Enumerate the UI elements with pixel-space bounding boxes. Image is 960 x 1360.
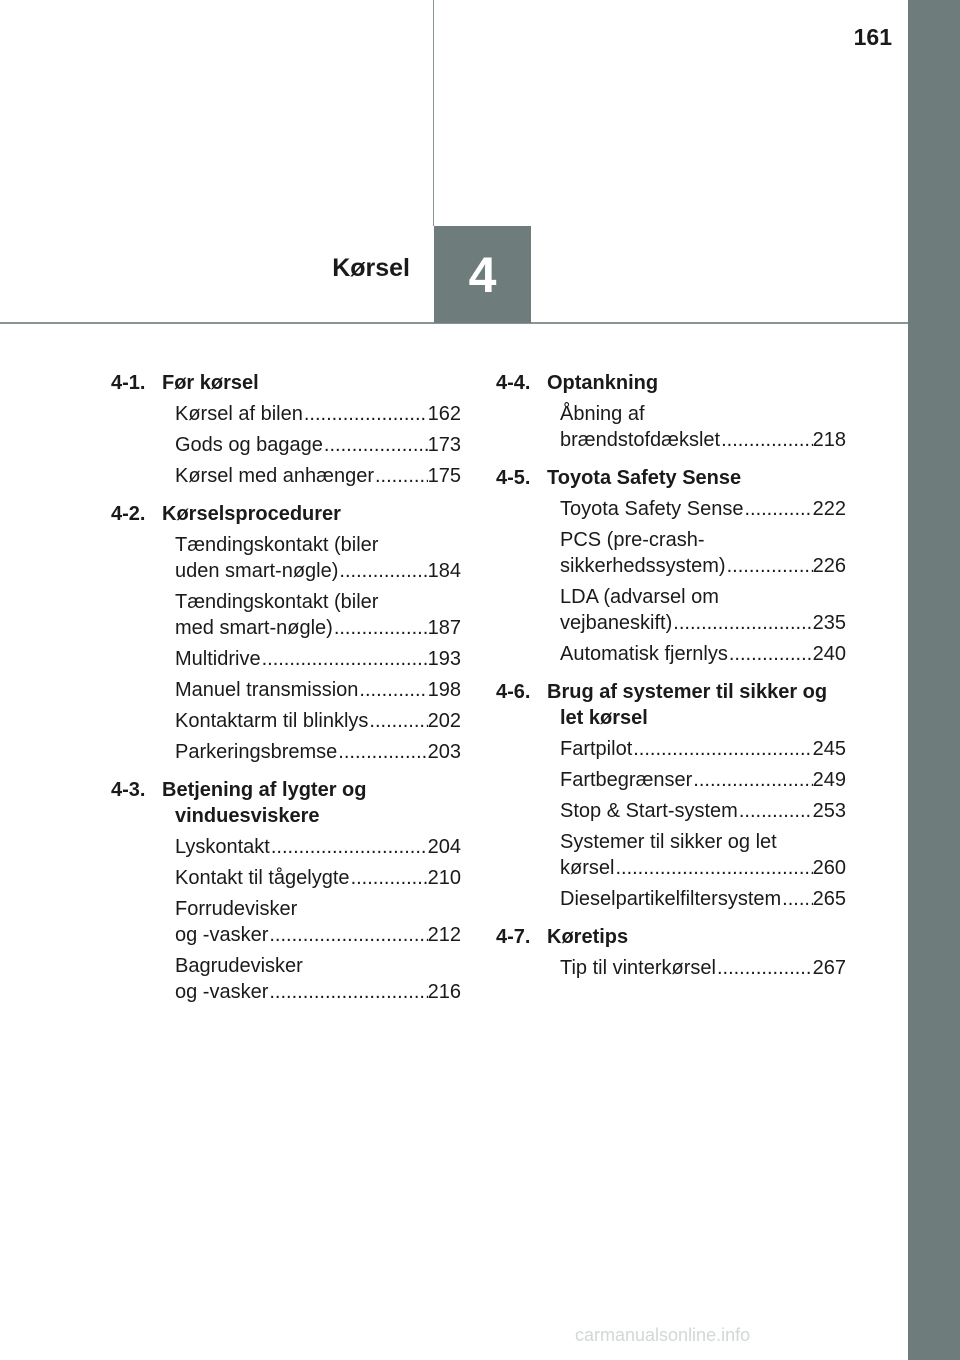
toc-entry-page: 187 [427,617,461,639]
dot-leader [672,610,812,636]
toc-section [496,924,846,981]
toc-entry-page: 210 [427,867,461,889]
toc-entry[interactable] [547,767,846,793]
toc-entry-line [560,610,846,636]
dot-leader [350,865,428,891]
toc-entry-page: 226 [812,555,846,577]
toc-entry[interactable] [547,496,846,522]
toc-entry-label: Dieselpartikelfiltersystem [560,888,782,910]
toc-entry-line [560,798,846,824]
section-heading [111,370,461,396]
dot-leader [692,767,812,793]
toc-entry-page: 235 [812,612,846,634]
toc-entry[interactable] [547,886,846,912]
toc-entry-first-line: Tændingskontakt (biler [175,591,379,613]
toc-entry[interactable] [162,646,461,672]
toc-entry-label: og -vasker [175,924,269,946]
section-number: 4-6. [496,681,531,703]
toc-entry-label: kørsel [560,857,615,879]
toc-entry-first-line: LDA (advarsel om [560,586,719,608]
dot-leader [743,496,812,522]
toc-entry-label: Gods og bagage [175,434,323,456]
toc-section [496,465,846,667]
section-heading [111,777,461,829]
toc-entry-page: 203 [427,741,461,763]
toc-entry-label: Kørsel med anhænger [175,465,374,487]
toc-entry-label: Fartpilot [560,738,633,760]
toc-entry-label: sikkerhedssystem) [560,555,726,577]
toc-entry[interactable] [162,834,461,860]
toc-entry[interactable] [162,865,461,891]
section-items [496,736,846,912]
dot-leader [268,922,427,948]
dot-leader [726,553,813,579]
toc-section [111,777,461,1005]
toc-entry-label: med smart-nøgle) [175,617,333,639]
toc-entry-label: Fartbegrænser [560,769,693,791]
toc-entry-line [175,979,461,1005]
toc-section [496,370,846,453]
watermark: carmanualsonline.info [575,1325,751,1345]
dot-leader [333,615,428,641]
toc-entry-line [560,767,846,793]
toc-entry[interactable] [162,739,461,765]
dot-leader [374,463,428,489]
toc-entry[interactable] [547,829,846,881]
section-number: 4-7. [496,926,531,948]
toc-entry[interactable] [162,589,461,641]
toc-entry[interactable] [547,641,846,667]
section-title: Optankning [547,372,659,394]
dot-leader [323,432,428,458]
toc-entry-line [175,432,461,458]
toc-entry-line [175,558,461,584]
section-title: Køretips [547,926,629,948]
toc-entry[interactable] [547,798,846,824]
section-items [496,955,846,981]
toc-entry-line [175,646,461,672]
dot-leader [728,641,813,667]
toc-entry[interactable] [162,677,461,703]
toc-entry-line [175,708,461,734]
dot-leader [614,855,812,881]
toc-entry-page: 253 [812,800,846,822]
toc-entry-label: Parkeringsbremse [175,741,338,763]
toc-entry-label: Tip til vinterkørsel [560,957,716,979]
toc-entry-line [175,739,461,765]
toc-entry-line [175,922,461,948]
toc-entry-page: 249 [812,769,846,791]
dot-leader [358,677,427,703]
toc-entry[interactable] [162,432,461,458]
chapter-number-box [434,226,531,323]
toc-right-column [496,370,846,993]
section-heading [496,924,846,950]
section-title: Brug af systemer til sikker og let kørsel [547,681,828,729]
toc-entry-line [175,834,461,860]
toc-entry-label: Manuel transmission [175,679,359,701]
toc-entry-page: 184 [427,560,461,582]
toc-entry-first-line: Forrudevisker [175,898,298,920]
section-title: Toyota Safety Sense [547,467,742,489]
section-items [496,496,846,667]
toc-entry-line [560,736,846,762]
toc-entry-line [175,615,461,641]
toc-entry-page: 245 [812,738,846,760]
toc-entry-page: 260 [812,857,846,879]
toc-entry-page: 162 [427,403,461,425]
toc-entry-line [560,427,846,453]
toc-entry-line [175,677,461,703]
toc-section [496,679,846,912]
toc-entry-first-line: Tændingskontakt (biler [175,534,379,556]
toc-entry-label: uden smart-nøgle) [175,560,339,582]
dot-leader [368,708,427,734]
toc-entry[interactable] [162,463,461,489]
section-heading [496,679,846,731]
section-items [111,834,461,1005]
toc-entry-page: 212 [427,924,461,946]
toc-entry[interactable] [162,532,461,584]
page-number: 161 [853,24,892,50]
toc-entry-line [560,496,846,522]
toc-entry-page: 173 [427,434,461,456]
toc-entry-line [175,463,461,489]
toc-entry-page: 267 [812,957,846,979]
toc-entry-label: Kontaktarm til blinklys [175,710,369,732]
section-number: 4-5. [496,467,531,489]
dot-leader [268,979,427,1005]
dot-leader [270,834,428,860]
toc-section [111,501,461,765]
toc-entry-first-line: Åbning af [560,403,645,425]
toc-entry[interactable] [162,896,461,948]
dot-leader [738,798,813,824]
toc-entry-page: 204 [427,836,461,858]
dot-leader [632,736,812,762]
chapter-number: 4 [468,246,497,303]
toc-entry[interactable] [547,584,846,636]
toc-entry[interactable] [547,401,846,453]
toc-entry-label: Multidrive [175,648,261,670]
toc-entry-first-line: Bagrudevisker [175,955,303,977]
section-number: 4-3. [111,779,146,801]
toc-entry-label: Automatisk fjernlys [560,643,728,665]
toc-entry-label: Toyota Safety Sense [560,498,744,520]
section-items [496,401,846,453]
toc-left-column [111,370,461,1017]
toc-entry-page: 240 [812,643,846,665]
toc-entry-first-line: Systemer til sikker og let [560,831,777,853]
toc-entry[interactable] [547,736,846,762]
chapter-side-bar [908,0,960,1360]
section-title: Kørselsprocedurer [162,503,341,525]
toc-entry-line [560,886,846,912]
toc-entry-label: vejbaneskift) [560,612,673,634]
section-heading [496,465,846,491]
toc-entry-label: Lyskontakt [175,836,270,858]
toc-entry-line [560,955,846,981]
toc-section [111,370,461,489]
toc-entry[interactable] [547,955,846,981]
toc-entry-first-line: PCS (pre-crash- [560,529,705,551]
toc-entry-label: Kontakt til tågelygte [175,867,350,889]
toc-entry-page: 202 [427,710,461,732]
toc-entry[interactable] [547,527,846,579]
toc-entry-label: Kørsel af bilen [175,403,303,425]
toc-entry-line [560,641,846,667]
section-items [111,401,461,489]
toc-entry-page: 216 [427,981,461,1003]
dot-leader [261,646,428,672]
toc-entry-line [175,401,461,427]
dot-leader [337,739,427,765]
toc-entry-label: og -vasker [175,981,269,1003]
dot-leader [338,558,427,584]
toc-entry-label: Stop & Start-system [560,800,738,822]
toc-entry-line [175,865,461,891]
toc-entry[interactable] [162,401,461,427]
section-number: 4-2. [111,503,146,525]
dot-leader [303,401,428,427]
toc-entry-page: 198 [427,679,461,701]
header-vertical-rule [433,0,434,226]
toc-entry-line [560,855,846,881]
toc-entry-page: 222 [812,498,846,520]
section-heading [496,370,846,396]
chapter-title: Kørsel [332,254,410,282]
section-heading [111,501,461,527]
toc-entry[interactable] [162,708,461,734]
dot-leader [781,886,812,912]
dot-leader [716,955,813,981]
section-number: 4-4. [496,372,531,394]
section-title: Betjening af lygter og vinduesviskere [162,779,367,827]
toc-entry-label: brændstofdækslet [560,429,721,451]
toc-entry-line [560,553,846,579]
toc-entry[interactable] [162,953,461,1005]
toc-entry-page: 218 [812,429,846,451]
toc-entry-page: 175 [427,465,461,487]
section-title: Før kørsel [162,372,259,394]
section-number: 4-1. [111,372,146,394]
toc-entry-page: 193 [427,648,461,670]
dot-leader [720,427,813,453]
toc-entry-page: 265 [812,888,846,910]
section-items [111,532,461,765]
